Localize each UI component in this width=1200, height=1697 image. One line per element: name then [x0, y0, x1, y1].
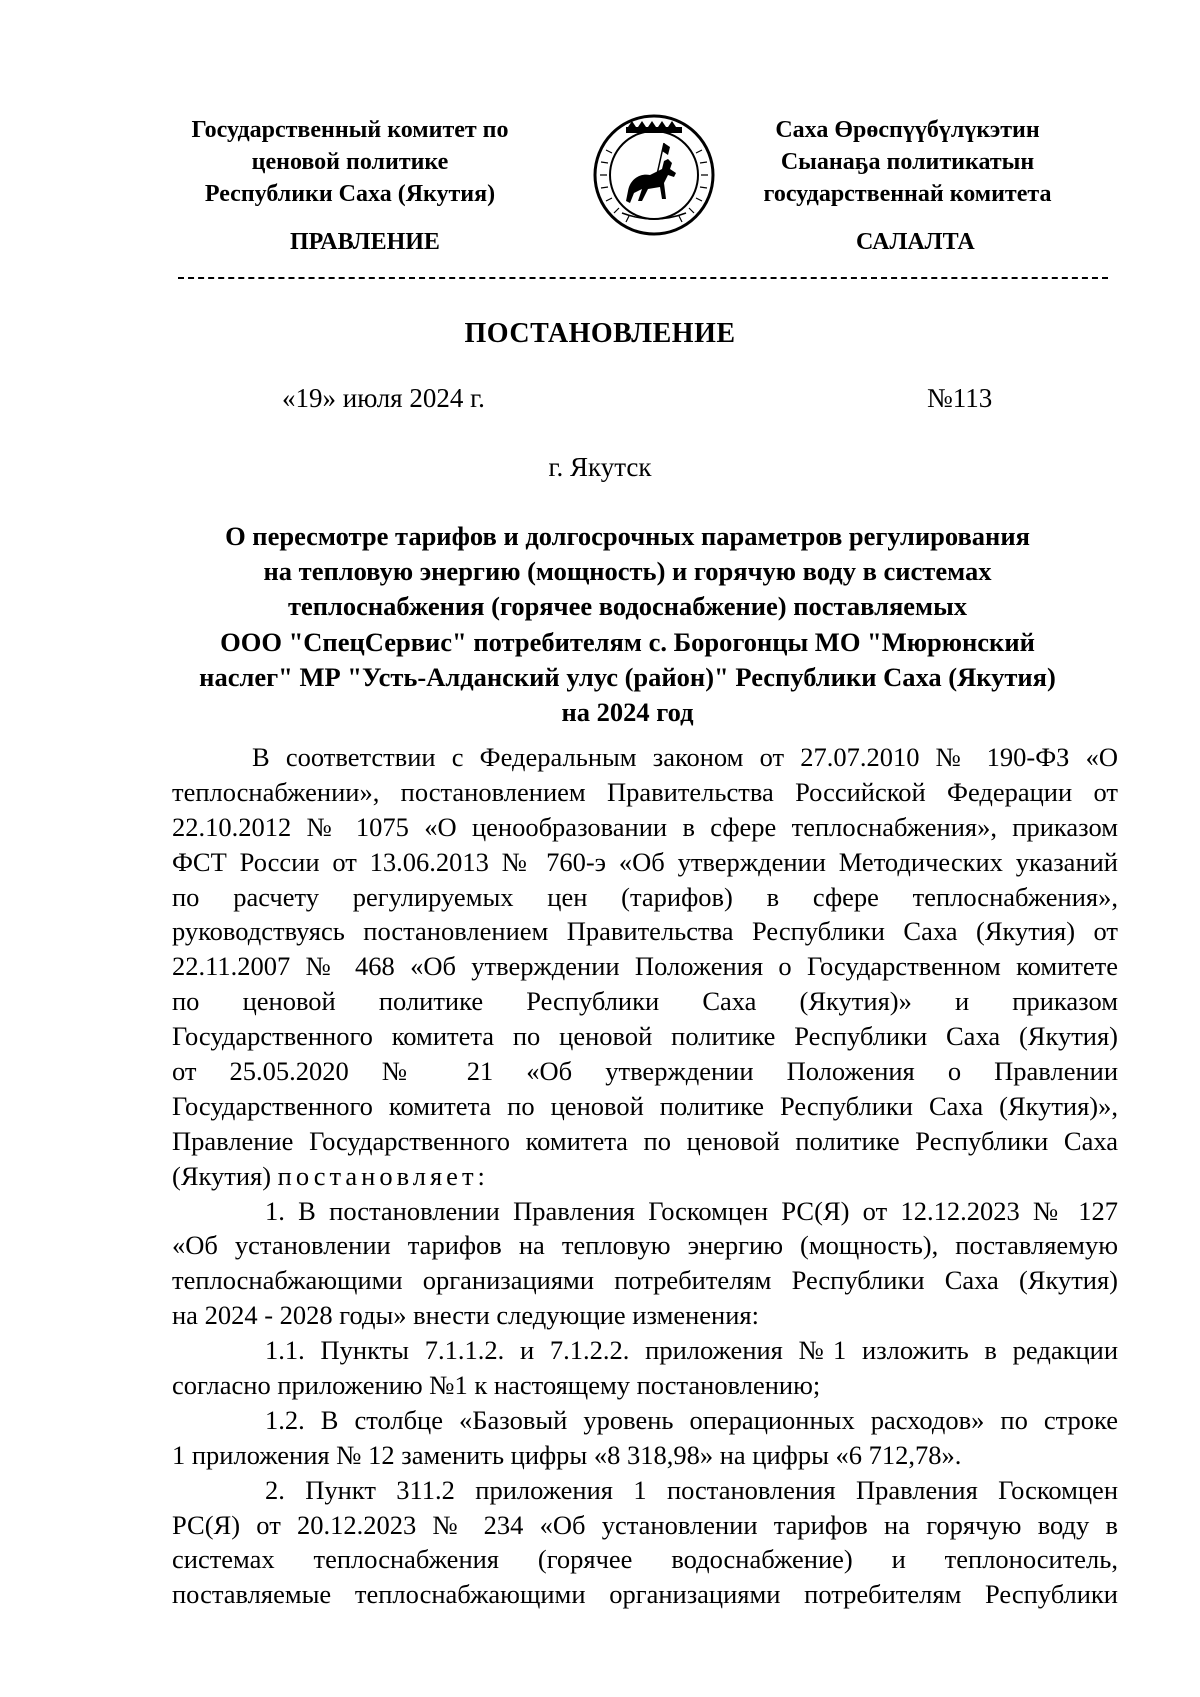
body-line: от 25.05.2020 № 21 «Об утверждении Положения о Правлении: [172, 1056, 1118, 1087]
body-line: согласно приложению №1 к настоящему постановлению;: [172, 1370, 821, 1401]
body-line: 22.10.2012 № 1075 «О ценообразовании в сфере теплоснабжения», приказом: [172, 811, 1118, 842]
document-number: №113: [927, 383, 993, 413]
committee-name-line: Республики Саха (Якутия): [204, 181, 496, 207]
body-line: Государственного комитета по ценовой политике Республики Саха (Якутия)»,: [172, 1090, 1118, 1121]
body-line: по ценовой политике Республики Саха (Якутия)» и приказом: [172, 986, 1118, 1017]
body-line: руководствуясь постановлением Правительства Республики Саха (Якутия) от: [172, 916, 1118, 947]
body-line: Государственного комитета по ценовой политике Республики Саха (Якутия): [172, 1021, 1118, 1052]
body-line: 22.11.2007 № 468 «Об утверждении Положения о Государственном комитете: [172, 951, 1118, 982]
committee-name-line: Саха Өрөспүүбүлүкэтин: [775, 117, 1040, 143]
committee-name-line: Сыанаҕа политикатын: [780, 149, 1035, 175]
body-line: на 2024 - 2028 годы» внести следующие изменения:: [172, 1300, 759, 1331]
document-city: г. Якутск: [548, 452, 652, 482]
subject-line: на 2024 год: [561, 697, 694, 728]
body-line: теплоснабжении», постановлением Правительства Российской Федерации от: [172, 776, 1118, 807]
body-line: Правление Государственного комитета по ценовой политике Республики Саха: [172, 1125, 1118, 1156]
committee-name-sakha: [735, 114, 1080, 210]
subject-line: на тепловую энергию (мощность) и горячую воду в системах: [263, 556, 992, 587]
committee-name-line: государственнай комитета: [763, 181, 1052, 207]
body-line: поставляемые теплоснабжающими организациями потребителям Республики: [172, 1579, 1118, 1610]
header-separator: [178, 277, 1108, 279]
body-line: системах теплоснабжения (горячее водоснабжение) и теплоноситель,: [172, 1544, 1118, 1575]
body-line: 1.1. Пункты 7.1.1.2. и 7.1.2.2. приложения №1 изложить в редакции: [265, 1335, 1118, 1366]
committee-name-line: Государственный комитет по: [191, 117, 509, 143]
body-line: ФСТ России от 13.06.2013 № 760-э «Об утверждении Методических указаний: [172, 846, 1118, 877]
subject-line: теплоснабжения (горячее водоснабжение) поставляемых: [287, 591, 968, 622]
body-line: теплоснабжающими организациями потребителям Республики Саха (Якутия): [172, 1265, 1118, 1296]
board-label-russian: ПРАВЛЕНИЕ: [290, 229, 440, 255]
committee-name-line: ценовой политике: [251, 149, 449, 175]
body-line: «Об установлении тарифов на тепловую энергию (мощность), поставляемую: [172, 1230, 1118, 1261]
body-line: РС(Я) от 20.12.2023 № 234 «Об установлении тарифов на горячую воду в: [172, 1509, 1118, 1540]
body-line: 1 приложения № 12 заменить цифры «8 318,98» на цифры «6 712,78».: [172, 1439, 962, 1470]
subject-line: ООО "СпецСервис" потребителям с. Борогонцы МО "Мюрюнский: [220, 626, 1035, 657]
body-line: 1. В постановлении Правления Госкомцен РС(Я) от 12.12.2023 № 127: [265, 1195, 1118, 1226]
board-label-sakha: САЛАЛТА: [856, 229, 975, 255]
document-body: [172, 740, 1118, 1612]
body-line: 2. Пункт 311.2 приложения 1 постановления Правления Госкомцен: [265, 1474, 1118, 1505]
document-title: ПОСТАНОВЛЕНИЕ: [464, 318, 736, 349]
committee-name-russian: [155, 114, 545, 210]
body-line: 1.2. В столбце «Базовый уровень операционных расходов» по строке: [265, 1404, 1118, 1435]
document-date: «19» июля 2024 г.: [282, 383, 485, 413]
subject-line: О пересмотре тарифов и долгосрочных параметров регулирования: [225, 521, 1030, 551]
body-line: В соответствии с Федеральным законом от 27.07.2010 № 190-ФЗ «О: [252, 742, 1118, 772]
body-line: (Якутия) постановляет:: [172, 1160, 489, 1191]
document-subject: [165, 519, 1090, 730]
body-line: по расчету регулируемых цен (тарифов) в сфере теплоснабжения»,: [172, 881, 1118, 912]
subject-line: наслег" МР "Усть-Алданский улус (район)" Республики Саха (Якутия): [199, 661, 1056, 692]
decree-word: постановляет:: [277, 1160, 489, 1191]
coat-of-arms-emblem: [592, 113, 716, 237]
